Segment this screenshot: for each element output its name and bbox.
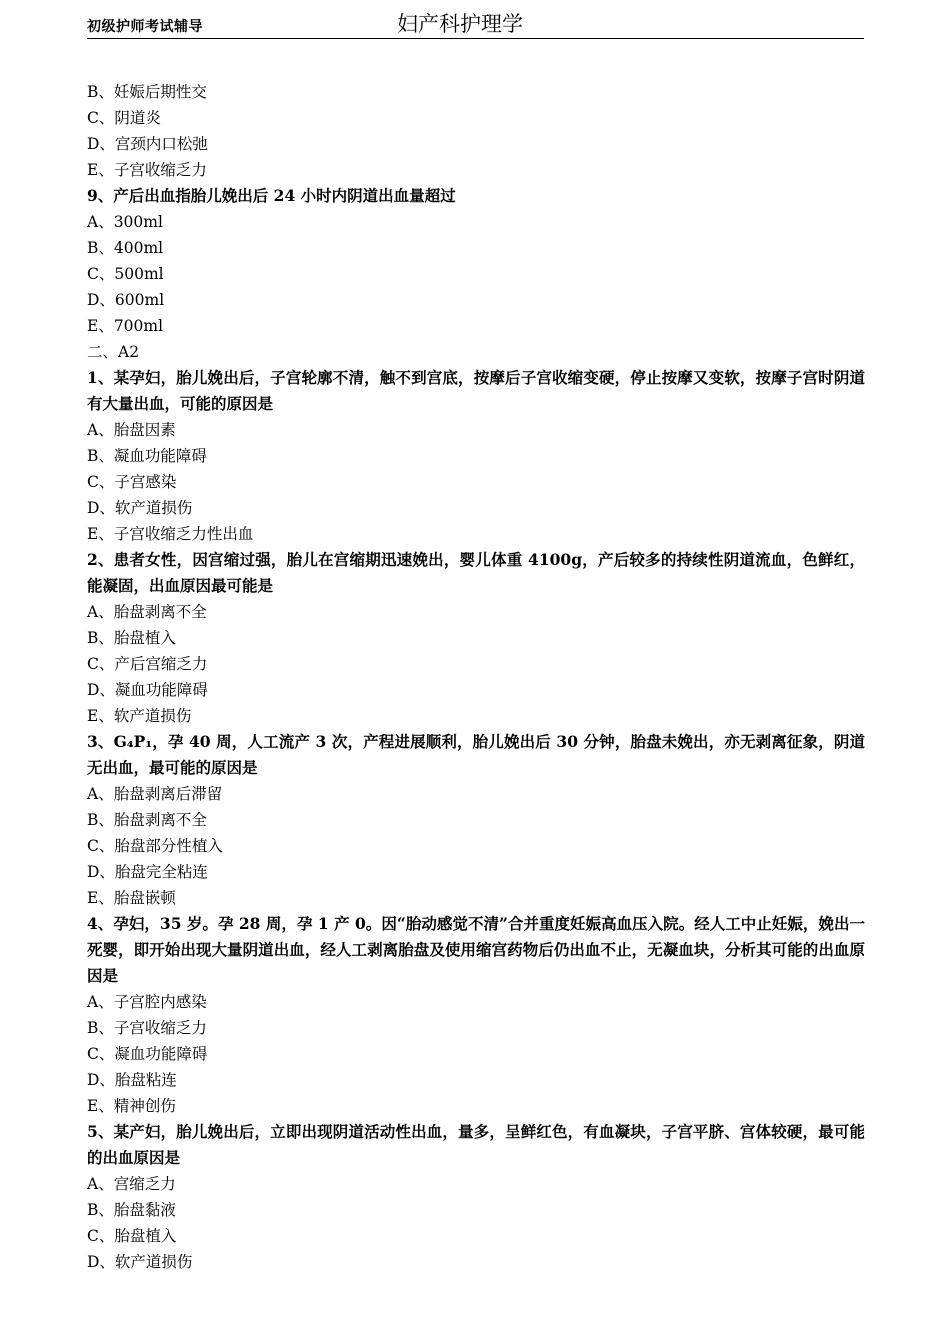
option-line: C、子宫感染	[87, 473, 177, 491]
question-stem: 4、孕妇，35 岁。孕 28 周，孕 1 产 0。因“胎动感觉不清”合并重度妊娠高血压入院。经人工中止妊娠，娩出一死婴，即开始出现大量阴道出血，经人工剥离胎盘及使用缩宫药物后仍出血不止，无凝血块，分析其可能的出血原因是	[87, 914, 865, 985]
option-line: B、妊娠后期性交	[87, 83, 207, 101]
option-line: A、胎盘剥离后滞留	[87, 785, 223, 803]
question-stem: 3、G₄P₁，孕 40 周，人工流产 3 次，产程进展顺利，胎儿娩出后 30 分钟，胎盘未娩出，亦无剥离征象，阴道无出血，最可能的原因是	[87, 732, 865, 777]
option-line: C、胎盘植入	[87, 1227, 177, 1245]
option-line: A、胎盘剥离不全	[87, 603, 207, 621]
question-stem: 2、患者女性，因宫缩过强，胎儿在宫缩期迅速娩出，婴儿体重 4100g，产后较多的持续性阴道流血，色鲜红，能凝固，出血原因最可能是	[87, 550, 865, 595]
option-line: E、精神创伤	[87, 1097, 176, 1115]
section-heading: 二、A2	[87, 343, 140, 361]
option-line: B、子宫收缩乏力	[87, 1019, 207, 1037]
option-line: D、胎盘完全粘连	[87, 863, 208, 881]
option-line: B、胎盘黏液	[87, 1201, 176, 1219]
option-line: C、胎盘部分性植入	[87, 837, 223, 855]
option-line: A、宫缩乏力	[87, 1175, 176, 1193]
option-line: A、胎盘因素	[87, 421, 176, 439]
option-line: D、凝血功能障碍	[87, 681, 208, 699]
page-header	[87, 8, 864, 39]
option-line: C、产后宫缩乏力	[87, 655, 208, 673]
question-stem: 1、某孕妇，胎儿娩出后，子宫轮廓不清，触不到宫底，按摩后子宫收缩变硬，停止按摩又变软，按摩子宫时阴道有大量出血，可能的原因是	[87, 368, 865, 413]
option-line: B、400ml	[87, 239, 164, 257]
option-line: B、胎盘植入	[87, 629, 176, 647]
option-line: B、凝血功能障碍	[87, 447, 207, 465]
option-line: C、500ml	[87, 265, 164, 283]
option-line: D、600ml	[87, 291, 165, 309]
option-line: A、300ml	[87, 213, 163, 231]
option-line: E、子宫收缩乏力性出血	[87, 525, 254, 543]
option-line: C、阴道炎	[87, 109, 161, 127]
header-subject-title: 妇产科护理学	[397, 12, 523, 36]
option-line: E、软产道损伤	[87, 707, 192, 725]
option-line: C、凝血功能障碍	[87, 1045, 208, 1063]
question-content	[87, 79, 865, 1275]
header-course-title: 初级护师考试辅导	[87, 19, 203, 35]
option-line: E、子宫收缩乏力	[87, 161, 207, 179]
question-stem: 5、某产妇，胎儿娩出后，立即出现阴道活动性出血，量多，呈鲜红色，有血凝块，子宫平脐、宫体较硬，最可能的出血原因是	[87, 1122, 865, 1167]
option-line: D、软产道损伤	[87, 1253, 193, 1271]
option-line: D、软产道损伤	[87, 499, 193, 517]
option-line: D、胎盘粘连	[87, 1071, 177, 1089]
option-line: E、胎盘嵌顿	[87, 889, 176, 907]
question-stem: 9、产后出血指胎儿娩出后 24 小时内阴道出血量超过	[87, 186, 456, 205]
option-line: D、宫颈内口松弛	[87, 135, 208, 153]
option-line: B、胎盘剥离不全	[87, 811, 207, 829]
option-line: A、子宫腔内感染	[87, 993, 207, 1011]
option-line: E、700ml	[87, 317, 164, 335]
